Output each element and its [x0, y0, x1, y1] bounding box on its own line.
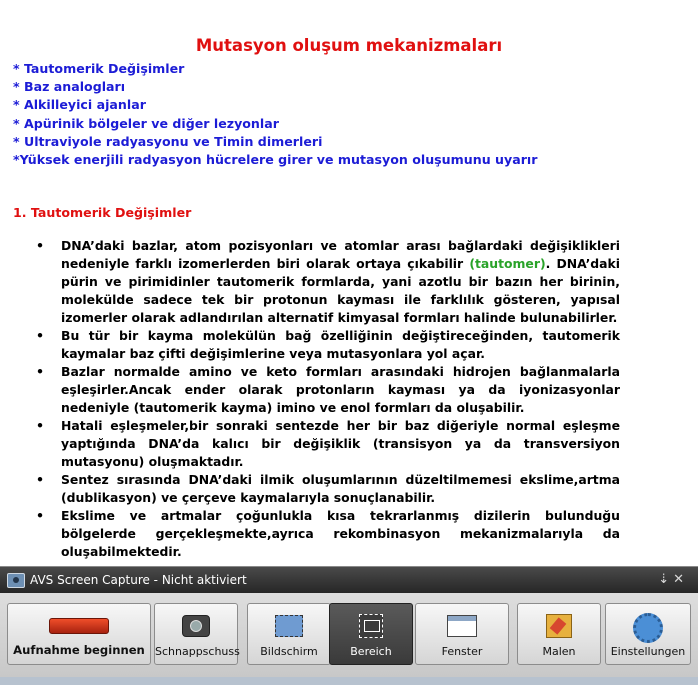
document-title: Mutasyon oluşum mekanizmaları: [195, 36, 503, 55]
bullet-marker: •: [36, 472, 45, 487]
fullscreen-mode-button[interactable]: [247, 603, 331, 665]
bullet-marker: •: [36, 328, 45, 343]
bullet-text-part: . DNA’daki pürin ve pirimidinler tautomerik formlarda, yani azotlu bir bazın her birinin, molekülde sadece tek bir protonun kayması ile farklılık gösteren, yapısal izomerler olarak adlandırılan alternatif kimyasal formları halinde bulunabilirler.: [61, 256, 620, 325]
start-recording-button[interactable]: [7, 603, 151, 665]
gear-icon: [633, 613, 663, 643]
bullet-item: [36, 507, 620, 561]
button-label: Einstellungen: [610, 645, 686, 658]
bullet-marker: •: [36, 508, 45, 523]
window-icon: [447, 615, 477, 637]
bullet-text: Sentez sırasında DNA’daki ilmik oluşumlarının düzeltilmemesi ekslime,artma (dublikasyon) ve çerçeve kaymalarıyla sonuçlanabilir.: [61, 472, 620, 505]
button-label: Bildschirm: [260, 645, 318, 658]
paint-button[interactable]: [517, 603, 601, 665]
app-camera-icon: [7, 573, 25, 588]
list-item: * Tautomerik Değişimler: [13, 61, 185, 76]
avs-capture-toolbar: [0, 566, 698, 685]
bullet-item: [36, 327, 620, 363]
camera-icon: [182, 615, 210, 637]
bullet-item: [36, 237, 620, 327]
button-label: Bereich: [350, 645, 392, 658]
bullet-marker: •: [36, 238, 45, 253]
mechanism-list: [13, 60, 537, 169]
section-heading: 1. Tautomerik Değişimler: [13, 205, 192, 220]
snapshot-button[interactable]: [154, 603, 238, 665]
button-label: Fenster: [441, 645, 483, 658]
highlight-term: (tautomer): [469, 256, 546, 271]
list-item: * Ultraviyole radyasyonu ve Timin dimerleri: [13, 133, 323, 149]
button-label: Malen: [542, 645, 576, 658]
record-icon: [49, 618, 109, 634]
area-mode-button[interactable]: [329, 603, 413, 665]
minimize-close-icons[interactable]: ⇣✕: [658, 572, 688, 587]
bullet-marker: •: [36, 418, 45, 433]
bullet-text-part: DNA’daki bazlar, atom pozisyonları ve atomlar arası bağlardaki değişiklikleri nedeniyle farklı izomerlerden biri olarak ortaya çıkabilir: [61, 238, 620, 271]
window-mode-button[interactable]: [415, 603, 509, 665]
bullet-item: [36, 417, 620, 471]
bullet-text: Hatali eşleşmeler,bir sonraki sentezde her bir baz diğeriyle normal eşleşme yaptığında DNA’da kalıcı bir değişiklik (transisyon ya da transversiyon mutasyonu) oluşmaktadır.: [61, 418, 620, 469]
toolbar-titlebar[interactable]: [0, 567, 698, 593]
button-label: Aufnahme beginnen: [13, 643, 145, 657]
screen-icon: [275, 615, 303, 637]
bullet-marker: •: [36, 364, 45, 379]
bullet-text: Bazlar normalde amino ve keto formları arasındaki hidrojen bağlanmalarla eşleşirler.Ancak ender olarak protonların kayması ya da iyonizasyonlar nedeniyle (tautomerik kayma) imino ve enol formları da oluşabilir.: [61, 364, 620, 415]
bullet-text: Bu tür bir kayma molekülün bağ özelliğinin değiştireceğinden, tautomerik kaymalar baz çifti değişimlerine veya mutasyonlara yol açar.: [61, 328, 620, 361]
area-icon: [359, 614, 383, 638]
settings-button[interactable]: [605, 603, 691, 665]
list-item: * Baz analogları: [13, 79, 126, 95]
bullet-list: [36, 237, 620, 561]
list-item: * Apürinik bölgeler ve diğer lezyonlar: [13, 115, 279, 131]
toolbar-title: AVS Screen Capture - Nicht aktiviert: [30, 573, 247, 587]
bullet-text: [61, 237, 620, 327]
button-label: Schnappschuss: [155, 645, 240, 658]
bullet-item: [36, 471, 620, 507]
list-item: *Yüksek enerjili radyasyon hücrelere girer ve mutasyon oluşumunu uyarır: [13, 151, 538, 167]
bullet-item: [36, 363, 620, 417]
paint-icon: [546, 614, 572, 638]
bullet-text: Ekslime ve artmalar çoğunlukla kısa tekrarlanmış dizilerin bulunduğu bölgelerde gerçekleşmekte,ayrıca rekombinasyon mekanizmalarıyla da oluşabilmektedir.: [61, 508, 620, 559]
list-item: * Alkilleyici ajanlar: [13, 97, 146, 113]
